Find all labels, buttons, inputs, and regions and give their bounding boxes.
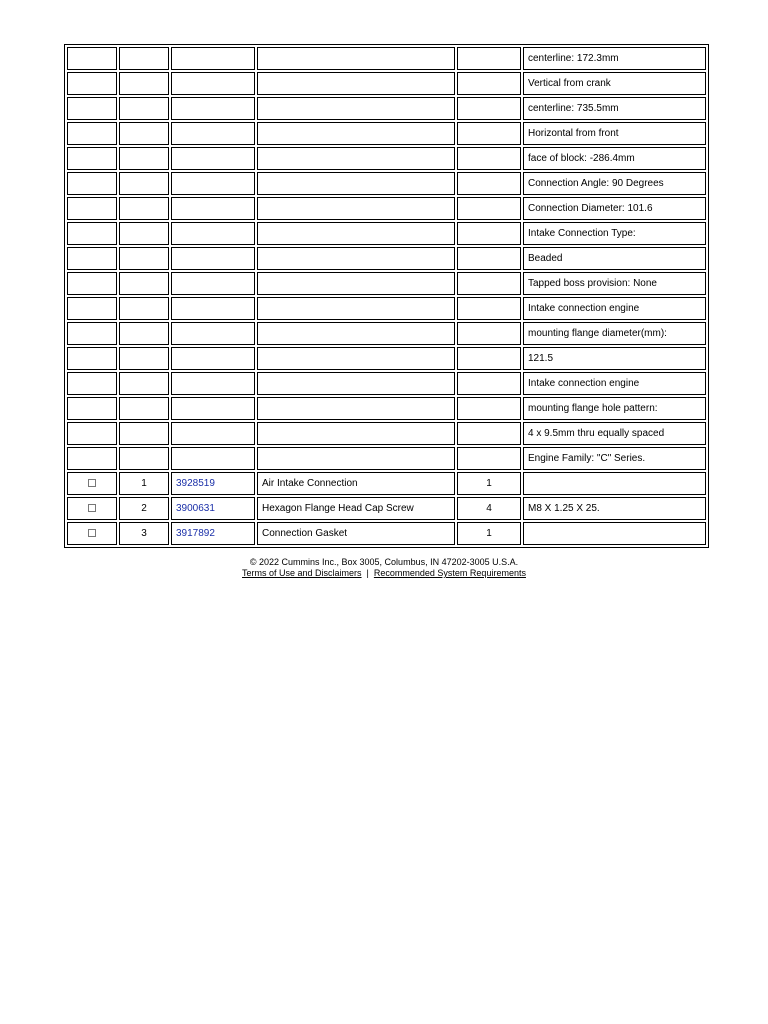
note-row [67,347,706,370]
note-cell: Intake connection engine [523,372,706,395]
empty-cell [171,72,255,95]
empty-cell [119,247,169,270]
part-number-link[interactable]: 3917892 [176,528,215,539]
ref-number: 2 [119,497,169,520]
empty-cell [457,397,521,420]
empty-cell [457,322,521,345]
empty-cell [119,422,169,445]
empty-cell [171,47,255,70]
part-row [67,497,706,520]
empty-cell [457,122,521,145]
empty-cell [67,297,117,320]
empty-cell [171,397,255,420]
page-footer [0,557,768,579]
empty-cell [257,447,455,470]
note-cell: 4 x 9.5mm thru equally spaced [523,422,706,445]
note-row [67,247,706,270]
empty-cell [457,147,521,170]
note-row [67,272,706,295]
empty-cell [67,197,117,220]
empty-cell [257,422,455,445]
part-number-cell [171,497,255,520]
empty-cell [171,172,255,195]
empty-cell [171,97,255,120]
empty-cell [119,147,169,170]
part-remarks: M8 X 1.25 X 25. [523,497,706,520]
empty-cell [457,447,521,470]
select-cell [67,497,117,520]
empty-cell [257,97,455,120]
empty-cell [119,372,169,395]
empty-cell [67,447,117,470]
empty-cell [457,372,521,395]
empty-cell [119,222,169,245]
empty-cell [257,47,455,70]
parts-table [64,44,709,548]
part-quantity: 1 [457,522,521,545]
note-cell: mounting flange diameter(mm): [523,322,706,345]
note-row [67,297,706,320]
empty-cell [67,47,117,70]
note-row [67,172,706,195]
part-number-link[interactable]: 3928519 [176,478,215,489]
empty-cell [257,122,455,145]
empty-cell [119,272,169,295]
part-quantity: 4 [457,497,521,520]
ref-number: 1 [119,472,169,495]
empty-cell [257,72,455,95]
empty-cell [257,222,455,245]
empty-cell [171,422,255,445]
copyright-text: © 2022 Cummins Inc., Box 3005, Columbus, IN 47202-3005 U.S.A. [249,557,519,567]
empty-cell [171,222,255,245]
note-row [67,322,706,345]
empty-cell [67,322,117,345]
empty-cell [257,347,455,370]
empty-cell [457,72,521,95]
note-cell: Connection Angle: 90 Degrees [523,172,706,195]
empty-cell [67,347,117,370]
note-row [67,397,706,420]
empty-cell [457,422,521,445]
note-cell: Horizontal from front [523,122,706,145]
empty-cell [457,247,521,270]
empty-cell [257,322,455,345]
empty-cell [119,122,169,145]
empty-cell [119,197,169,220]
note-row [67,97,706,120]
empty-cell [119,172,169,195]
empty-cell [67,372,117,395]
empty-cell [257,272,455,295]
empty-cell [67,222,117,245]
empty-cell [257,197,455,220]
empty-cell [171,247,255,270]
empty-cell [119,347,169,370]
part-description: Air Intake Connection [257,472,455,495]
empty-cell [457,197,521,220]
empty-cell [457,347,521,370]
empty-cell [67,422,117,445]
empty-cell [67,272,117,295]
note-cell: Intake Connection Type: [523,222,706,245]
note-cell: Beaded [523,247,706,270]
empty-cell [457,172,521,195]
note-cell: 121.5 [523,347,706,370]
empty-cell [171,347,255,370]
empty-cell [119,322,169,345]
empty-cell [67,147,117,170]
part-row [67,472,706,495]
part-number-cell [171,522,255,545]
note-row [67,197,706,220]
note-cell: Engine Family: "C" Series. [523,447,706,470]
note-cell: centerline: 735.5mm [523,97,706,120]
part-description: Hexagon Flange Head Cap Screw [257,497,455,520]
system-requirements-link[interactable]: Recommended System Requirements [373,568,526,578]
empty-cell [67,72,117,95]
empty-cell [171,447,255,470]
note-row [67,422,706,445]
empty-cell [171,297,255,320]
part-row [67,522,706,545]
select-cell [67,522,117,545]
select-checkbox[interactable] [88,529,96,537]
empty-cell [257,247,455,270]
empty-cell [457,47,521,70]
part-remarks [523,522,706,545]
note-cell: mounting flange hole pattern: [523,397,706,420]
empty-cell [119,97,169,120]
note-row [67,147,706,170]
terms-of-use-link[interactable]: Terms of Use and Disclaimers [242,568,362,578]
empty-cell [67,122,117,145]
empty-cell [257,147,455,170]
empty-cell [119,297,169,320]
select-cell [67,472,117,495]
empty-cell [171,272,255,295]
part-number-link[interactable]: 3900631 [176,503,215,514]
empty-cell [171,122,255,145]
empty-cell [119,72,169,95]
footer-separator: | [366,568,369,578]
empty-cell [171,147,255,170]
part-number-cell [171,472,255,495]
part-quantity: 1 [457,472,521,495]
note-cell: Connection Diameter: 101.6 [523,197,706,220]
empty-cell [257,172,455,195]
part-description: Connection Gasket [257,522,455,545]
empty-cell [171,372,255,395]
ref-number: 3 [119,522,169,545]
empty-cell [119,47,169,70]
parts-table-body [67,47,706,545]
note-row [67,222,706,245]
note-row [67,72,706,95]
select-checkbox[interactable] [88,504,96,512]
note-row [67,372,706,395]
note-cell: Intake connection engine [523,297,706,320]
empty-cell [457,297,521,320]
empty-cell [171,322,255,345]
note-row [67,447,706,470]
empty-cell [67,247,117,270]
empty-cell [457,97,521,120]
note-cell: Vertical from crank [523,72,706,95]
empty-cell [119,397,169,420]
empty-cell [67,172,117,195]
empty-cell [257,397,455,420]
empty-cell [119,447,169,470]
empty-cell [457,222,521,245]
note-row [67,47,706,70]
empty-cell [457,272,521,295]
empty-cell [67,97,117,120]
note-row [67,122,706,145]
note-cell: face of block: -286.4mm [523,147,706,170]
select-checkbox[interactable] [88,479,96,487]
empty-cell [171,197,255,220]
note-cell: centerline: 172.3mm [523,47,706,70]
empty-cell [67,397,117,420]
empty-cell [257,372,455,395]
note-cell: Tapped boss provision: None [523,272,706,295]
part-remarks [523,472,706,495]
empty-cell [257,297,455,320]
